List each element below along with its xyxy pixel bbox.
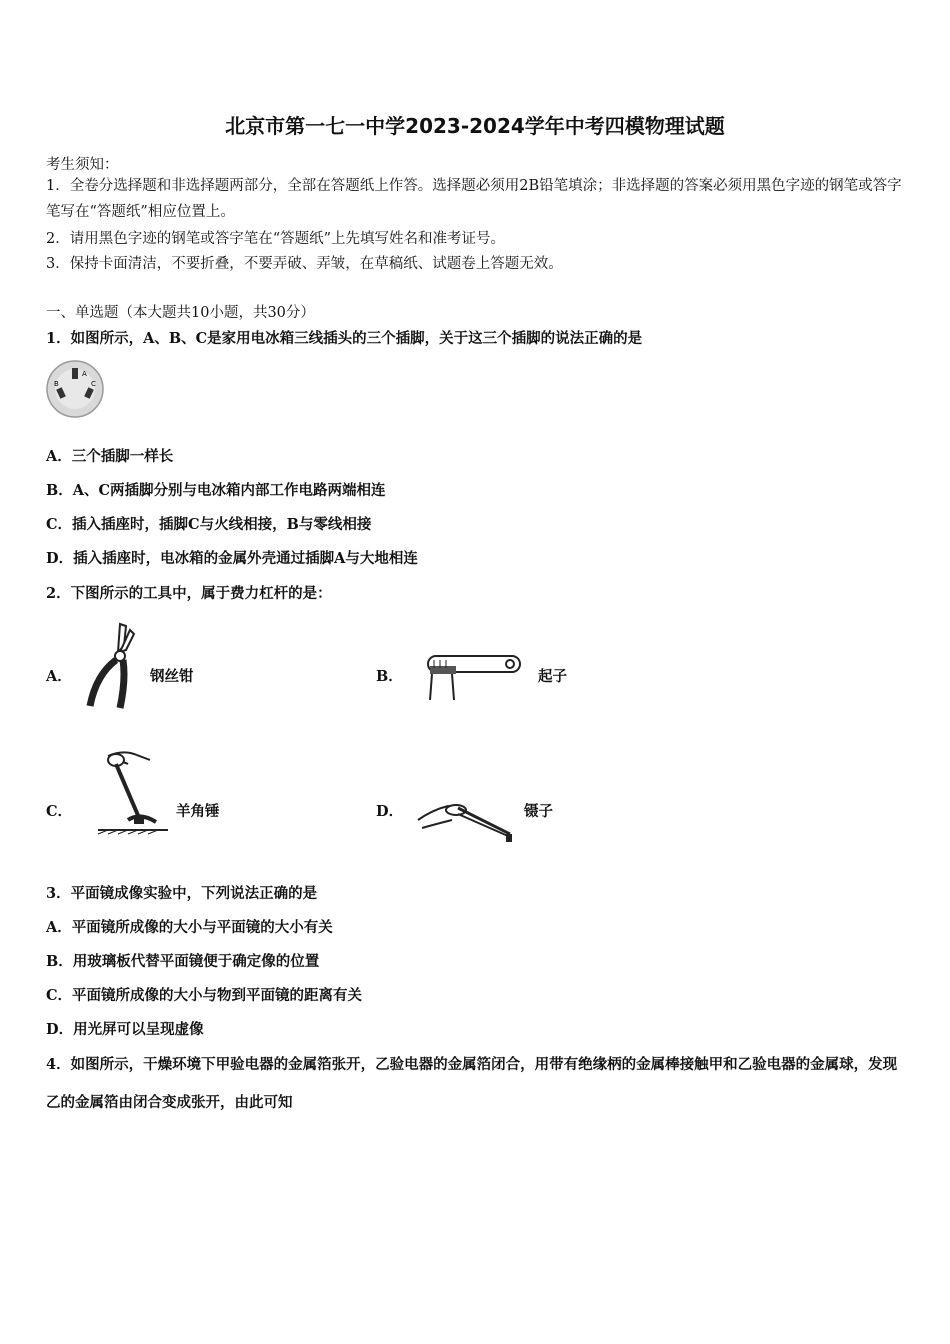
- q2-option-c-letter: C．: [46, 803, 73, 820]
- claw-hammer-figure: [94, 746, 170, 842]
- q2-option-d-letter: D．: [376, 803, 404, 820]
- q3-option-d: D．用光屏可以呈现虚像: [46, 1021, 204, 1038]
- plug-label-c: C: [91, 380, 96, 388]
- section-heading: 一、单选题（本大题共10小题，共30分）: [46, 305, 315, 321]
- bottle-opener-figure: [422, 646, 524, 702]
- q1-option-a: A．三个插脚一样长: [46, 448, 174, 465]
- q3-stem: 3．平面镜成像实验中，下列说法正确的是: [46, 885, 318, 902]
- notice-item-1: 1．全卷分选择题和非选择题两部分，全部在答题纸上作答。选择题必须用2B铅笔填涂；非选择题的答案必须用黑色字迹的钢笔或答字笔写在“答题纸”相应位置上。: [46, 178, 902, 220]
- q2-option-d-label: 镊子: [524, 803, 553, 820]
- notice-item-3: 3．保持卡面清洁，不要折叠，不要弄破、弄皱，在草稿纸、试题卷上答题无效。: [46, 256, 563, 272]
- q2-option-a-label: 钢丝钳: [150, 668, 194, 685]
- q2-option-c-label: 羊角锤: [176, 803, 220, 820]
- notice-heading: 考生须知：: [46, 157, 119, 173]
- q2-option-a-letter: A．: [46, 668, 72, 685]
- q2-option-b-letter: B．: [376, 668, 403, 685]
- pliers-figure: [82, 620, 142, 712]
- q3-option-c: C．平面镜所成像的大小与物到平面镜的距离有关: [46, 987, 363, 1004]
- q3-option-a: A．平面镜所成像的大小与平面镜的大小有关: [46, 919, 333, 936]
- q1-option-d: D．插入插座时，电冰箱的金属外壳通过插脚A与大地相连: [46, 550, 418, 567]
- page-title: 北京市第一七一中学2023-2024学年中考四模物理试题: [225, 114, 725, 138]
- q4-stem: 4．如图所示，干燥环境下甲验电器的金属箔张开，乙验电器的金属箔闭合，用带有绝缘柄的金属棒接触甲和乙验电器的金属球，发现乙的金属箔由闭合变成张开，由此可知: [46, 1056, 898, 1111]
- notice-item-2: 2．请用黑色字迹的钢笔或答字笔在“答题纸”上先填写姓名和准考证号。: [46, 231, 506, 247]
- q3-option-b: B．用玻璃板代替平面镜便于确定像的位置: [46, 953, 320, 970]
- tweezers-figure: [412, 790, 520, 846]
- q1-option-c: C．插入插座时，插脚C与火线相接，B与零线相接: [46, 516, 372, 533]
- q1-stem: 1．如图所示，A、B、C是家用电冰箱三线插头的三个插脚，关于这三个插脚的说法正确的是: [46, 330, 643, 347]
- q2-stem: 2．下图所示的工具中，属于费力杠杆的是：: [46, 585, 332, 602]
- plug-label-b: B: [54, 380, 59, 388]
- q1-option-b: B．A、C两插脚分别与电冰箱内部工作电路两端相连: [46, 482, 386, 499]
- plug-label-a: A: [82, 370, 87, 378]
- plug-figure: [44, 358, 106, 420]
- q2-option-b-label: 起子: [538, 668, 567, 685]
